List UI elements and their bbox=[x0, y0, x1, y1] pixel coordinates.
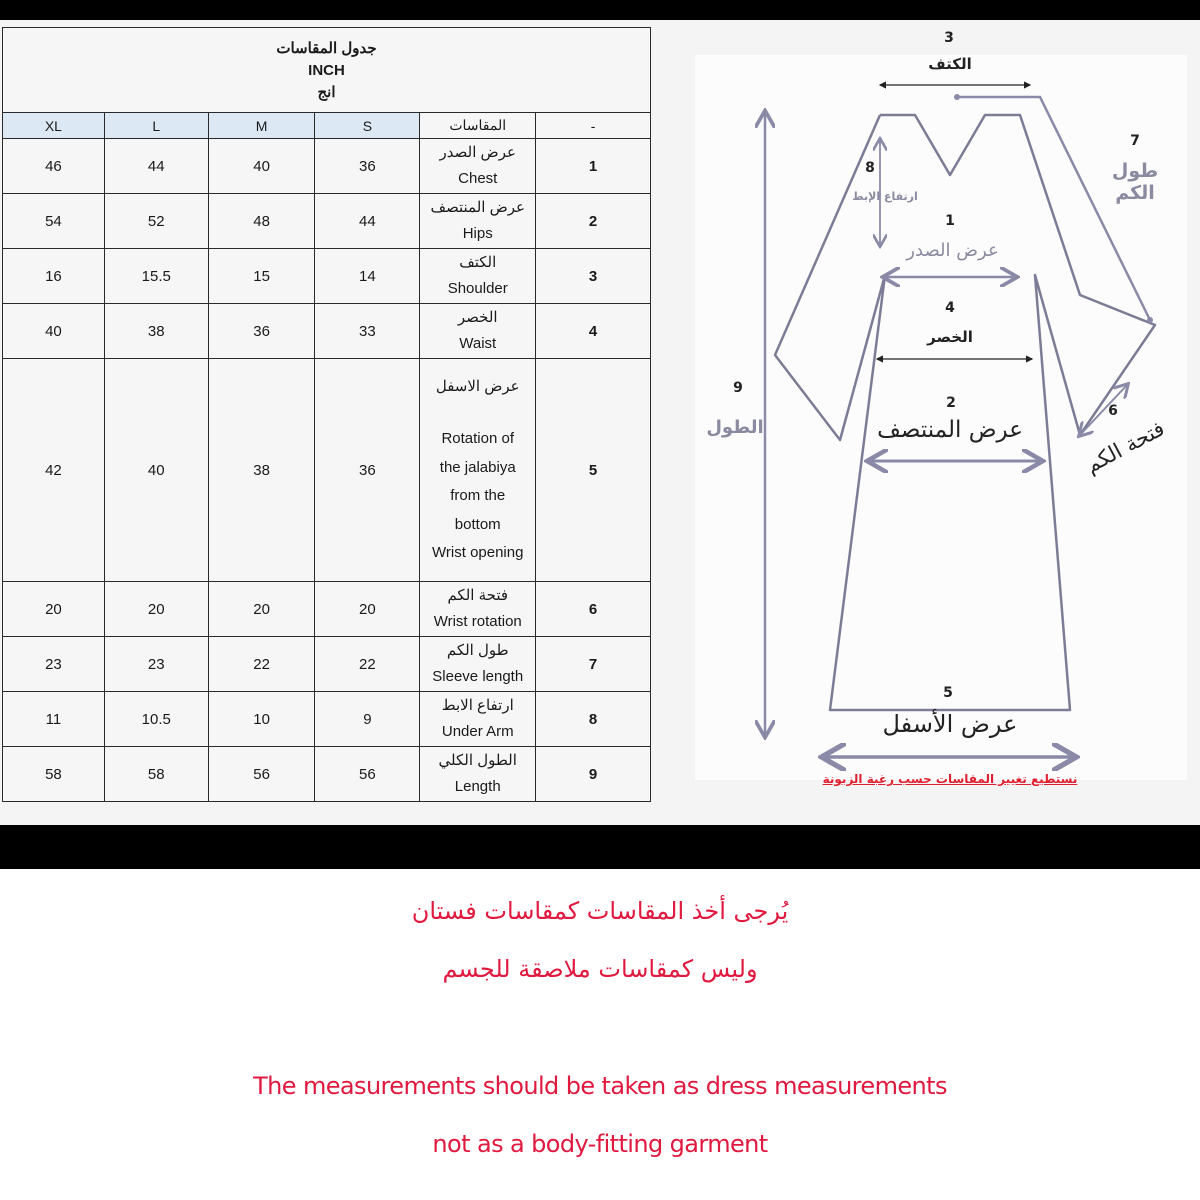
measurement-label-en: Chest bbox=[458, 170, 498, 187]
table-row bbox=[3, 249, 651, 304]
table-row bbox=[3, 692, 651, 747]
value-cell-xl: 20 bbox=[3, 582, 105, 637]
value-cell-xl: 54 bbox=[3, 194, 105, 249]
measurement-label-en: Shoulder bbox=[447, 280, 508, 297]
label-num-waist: 4 bbox=[945, 300, 955, 316]
measurement-label-ar: عرض المنتصف bbox=[430, 199, 525, 216]
value-cell-m: 56 bbox=[208, 747, 315, 802]
top-black-bar bbox=[0, 0, 1200, 20]
value-cell-s: 56 bbox=[315, 747, 420, 802]
label-waist: الخصر bbox=[927, 328, 973, 346]
row-number: 6 bbox=[536, 582, 651, 637]
value-cell-l: 58 bbox=[104, 747, 208, 802]
label-chest: عرض الصدر bbox=[906, 240, 999, 261]
dress-outline bbox=[775, 115, 1155, 710]
value-cell-s: 9 bbox=[315, 692, 420, 747]
value-cell-s: 20 bbox=[315, 582, 420, 637]
value-cell-s: 36 bbox=[315, 139, 420, 194]
header-l: L bbox=[104, 113, 208, 139]
label-num-length: 9 bbox=[733, 380, 743, 396]
measurement-label bbox=[420, 359, 536, 582]
label-num-wrist: 6 bbox=[1108, 403, 1118, 419]
row-number: 1 bbox=[536, 139, 651, 194]
label-num-sleeve: 7 bbox=[1130, 133, 1140, 149]
measurement-label-en: Wrist rotation bbox=[433, 613, 522, 630]
row-number: 4 bbox=[536, 304, 651, 359]
measurement-label-ar: الكتف bbox=[459, 254, 497, 271]
note-ar-line2: وليس كمقاسات ملاصقة للجسم bbox=[442, 955, 758, 983]
measurement-label-en: Sleeve length bbox=[432, 668, 524, 685]
value-cell-xl: 11 bbox=[3, 692, 105, 747]
measurement-label-en: the jalabiya bbox=[439, 458, 516, 476]
value-cell-l: 52 bbox=[104, 194, 208, 249]
measurement-label-en: Length bbox=[454, 778, 501, 795]
value-cell-m: 15 bbox=[208, 249, 315, 304]
label-num-hips: 2 bbox=[946, 395, 956, 411]
table-row bbox=[3, 304, 651, 359]
value-cell-l: 44 bbox=[104, 139, 208, 194]
measurement-label-en: bottom bbox=[454, 515, 501, 533]
value-cell-xl: 23 bbox=[3, 637, 105, 692]
measurement-label-ar: فتحة الكم bbox=[447, 587, 509, 604]
note-ar-line1: يُرجى أخذ المقاسات كمقاسات فستان bbox=[411, 897, 789, 925]
label-num-underarm: 8 bbox=[865, 160, 875, 176]
value-cell-m: 22 bbox=[208, 637, 315, 692]
measurement-label-ar: عرض الاسفل bbox=[435, 377, 520, 395]
value-cell-xl: 16 bbox=[3, 249, 105, 304]
row-number: 2 bbox=[536, 194, 651, 249]
measurement-label bbox=[420, 747, 536, 802]
header-m: M bbox=[208, 113, 315, 139]
label-length: الطول bbox=[706, 417, 764, 438]
size-table bbox=[2, 27, 651, 802]
value-cell-s: 22 bbox=[315, 637, 420, 692]
table-header-row bbox=[3, 113, 651, 139]
value-cell-l: 38 bbox=[104, 304, 208, 359]
table-row bbox=[3, 139, 651, 194]
label-num-chest: 1 bbox=[945, 213, 955, 229]
value-cell-s: 14 bbox=[315, 249, 420, 304]
row-number: 7 bbox=[536, 637, 651, 692]
value-cell-s: 33 bbox=[315, 304, 420, 359]
measurement-label-en: Rotation of bbox=[441, 430, 514, 447]
table-title-ar: جدول المقاسات bbox=[276, 40, 377, 57]
measurement-label bbox=[420, 194, 536, 249]
table-unit-ar: انج bbox=[317, 84, 336, 101]
table-row bbox=[3, 582, 651, 637]
measurement-label-ar: طول الكم bbox=[446, 642, 509, 659]
table-row bbox=[3, 194, 651, 249]
note-en-line2: not as a body-fitting garment bbox=[432, 1130, 768, 1158]
row-number: 5 bbox=[536, 359, 651, 582]
table-row bbox=[3, 637, 651, 692]
measurement-label bbox=[420, 582, 536, 637]
header-s: S bbox=[315, 113, 420, 139]
garment-diagram bbox=[695, 30, 1187, 780]
table-body bbox=[3, 139, 651, 802]
measurement-label bbox=[420, 139, 536, 194]
value-cell-xl: 40 bbox=[3, 304, 105, 359]
table-title bbox=[3, 28, 651, 113]
measurement-label-en: from the bbox=[450, 487, 506, 504]
table-row bbox=[3, 359, 651, 582]
value-cell-xl: 42 bbox=[3, 359, 105, 582]
row-number: 9 bbox=[536, 747, 651, 802]
measurement-label-en: Under Arm bbox=[441, 723, 514, 740]
measurement-label bbox=[420, 249, 536, 304]
label-sleeve-length: طول الكم bbox=[1111, 160, 1159, 204]
measurement-label-ar: عرض الصدر bbox=[439, 144, 516, 161]
customization-note: نستطيع تغيير المقاسات حسب رغبة الزبونة bbox=[822, 772, 1078, 786]
value-cell-s: 44 bbox=[315, 194, 420, 249]
measurement-label bbox=[420, 692, 536, 747]
label-num-bottom: 5 bbox=[943, 685, 953, 701]
value-cell-m: 36 bbox=[208, 304, 315, 359]
table-row bbox=[3, 747, 651, 802]
measurement-label bbox=[420, 304, 536, 359]
value-cell-s: 36 bbox=[315, 359, 420, 582]
header-xl: XL bbox=[3, 113, 105, 139]
table-title-row bbox=[3, 28, 651, 113]
label-wrist-opening: فتحة الكم bbox=[1081, 416, 1169, 478]
measurement-label-en: Waist bbox=[459, 335, 497, 352]
measurement-label-ar: ارتفاع الابط bbox=[441, 697, 514, 714]
value-cell-l: 20 bbox=[104, 582, 208, 637]
value-cell-xl: 46 bbox=[3, 139, 105, 194]
header-measurement: المقاسات bbox=[420, 113, 536, 139]
middle-black-bar bbox=[0, 825, 1200, 869]
value-cell-xl: 58 bbox=[3, 747, 105, 802]
value-cell-l: 23 bbox=[104, 637, 208, 692]
value-cell-m: 40 bbox=[208, 139, 315, 194]
measurement-label bbox=[420, 637, 536, 692]
sleeve-length-arrow bbox=[957, 97, 1150, 320]
value-cell-l: 15.5 bbox=[104, 249, 208, 304]
label-underarm: ارتفاع الإبط bbox=[852, 190, 918, 203]
label-shoulder: الكتف bbox=[928, 55, 972, 73]
measurement-label-ar: الخصر bbox=[457, 309, 498, 326]
value-cell-m: 38 bbox=[208, 359, 315, 582]
row-number: 3 bbox=[536, 249, 651, 304]
note-en-line1: The measurements should be taken as dress measurements bbox=[253, 1072, 947, 1100]
value-cell-l: 10.5 bbox=[104, 692, 208, 747]
table-unit-en: INCH bbox=[308, 62, 345, 79]
label-num-shoulder: 3 bbox=[944, 30, 954, 46]
label-bottom-width: عرض الأسفل bbox=[882, 710, 1018, 738]
value-cell-m: 48 bbox=[208, 194, 315, 249]
measurement-label-en: Wrist opening bbox=[432, 544, 524, 561]
value-cell-m: 20 bbox=[208, 582, 315, 637]
value-cell-m: 10 bbox=[208, 692, 315, 747]
value-cell-l: 40 bbox=[104, 359, 208, 582]
measurement-label-ar: الطول الكلي bbox=[438, 752, 517, 769]
header-index: - bbox=[536, 113, 651, 139]
label-hips: عرض المنتصف bbox=[877, 417, 1023, 443]
measurement-label-en: Hips bbox=[462, 225, 493, 242]
row-number: 8 bbox=[536, 692, 651, 747]
